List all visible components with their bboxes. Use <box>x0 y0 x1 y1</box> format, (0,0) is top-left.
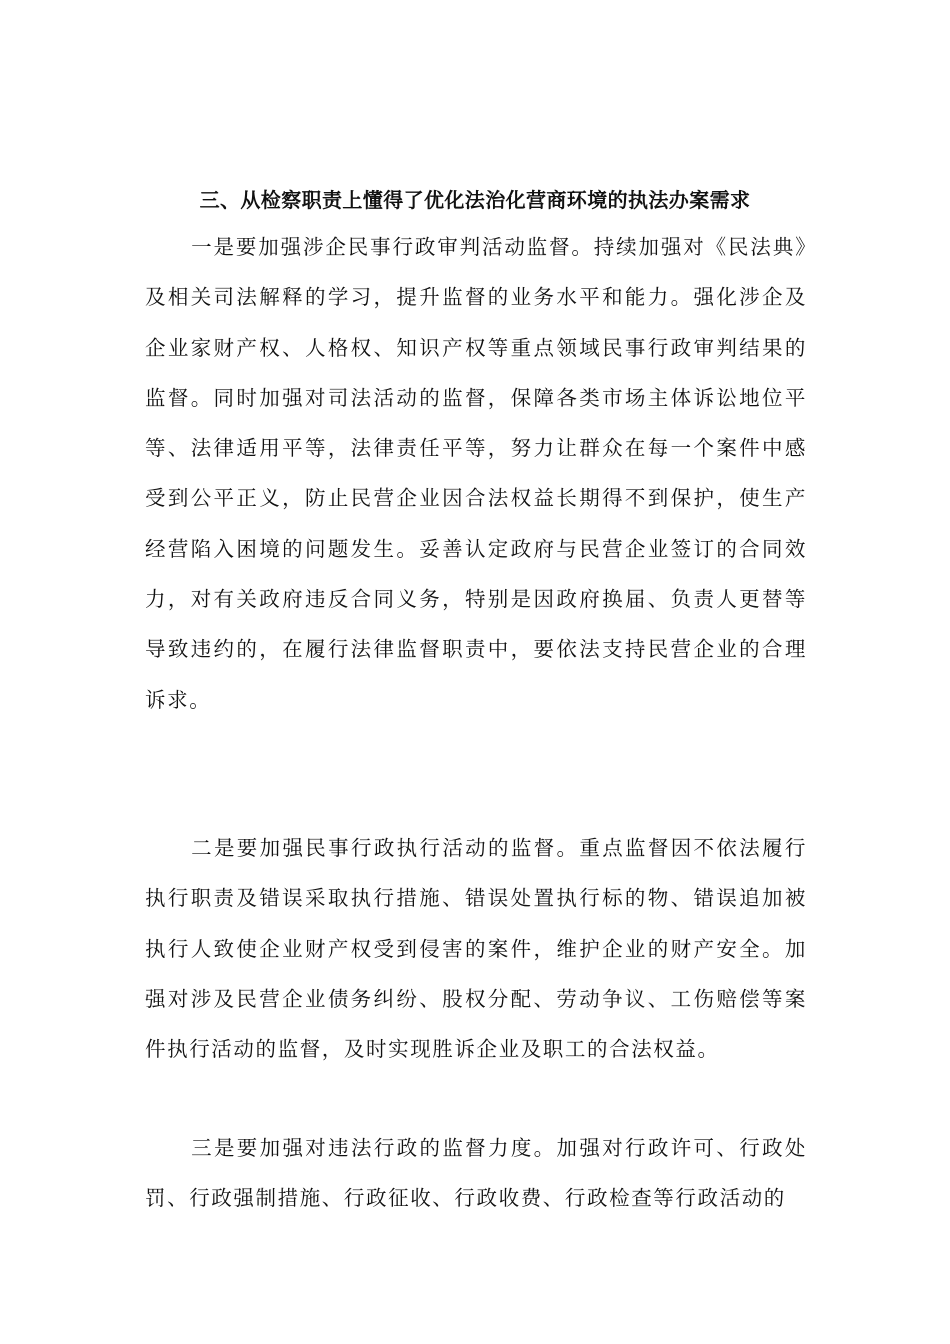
paragraph-civil-administrative-trial-supervision: 一是要加强涉企民事行政审判活动监督。持续加强对《民法典》及相关司法解释的学习，提升监督的业务水平和能力。强化涉企及企业家财产权、人格权、知识产权等重点领域民事行政审判结果的监督。同时加强对司法活动的监督，保障各类市场主体诉讼地位平等、法律适用平等，法律责任平等，努力让群众在每一个案件中感受到公平正义，防止民营企业因合法权益长期得不到保护，使生产经营陷入困境的问题发生。妥善认定政府与民营企业签订的合同效力，对有关政府违反合同义务，特别是因政府换届、负责人更替等导致违约的，在履行法律监督职责中，要依法支持民营企业的合理诉求。 <box>145 235 807 712</box>
paragraph-enforcement-supervision: 二是要加强民事行政执行活动的监督。重点监督因不依法履行执行职责及错误采取执行措施、错误处置执行标的物、错误追加被执行人致使企业财产权受到侵害的案件，维护企业的财产安全。加强对涉及民营企业债务纠纷、股权分配、劳动争议、工伤赔偿等案件执行活动的监督，及时实现胜诉企业及职工的合法权益。 <box>145 836 807 1062</box>
section-heading: 三、从检察职责上懂得了优化法治化营商环境的执法办案需求 <box>199 188 751 212</box>
paragraph-illegal-administration-supervision: 三是要加强对违法行政的监督力度。加强对行政许可、行政处罚、行政强制措施、行政征收、行政收费、行政检查等行政活动的 <box>145 1136 807 1211</box>
